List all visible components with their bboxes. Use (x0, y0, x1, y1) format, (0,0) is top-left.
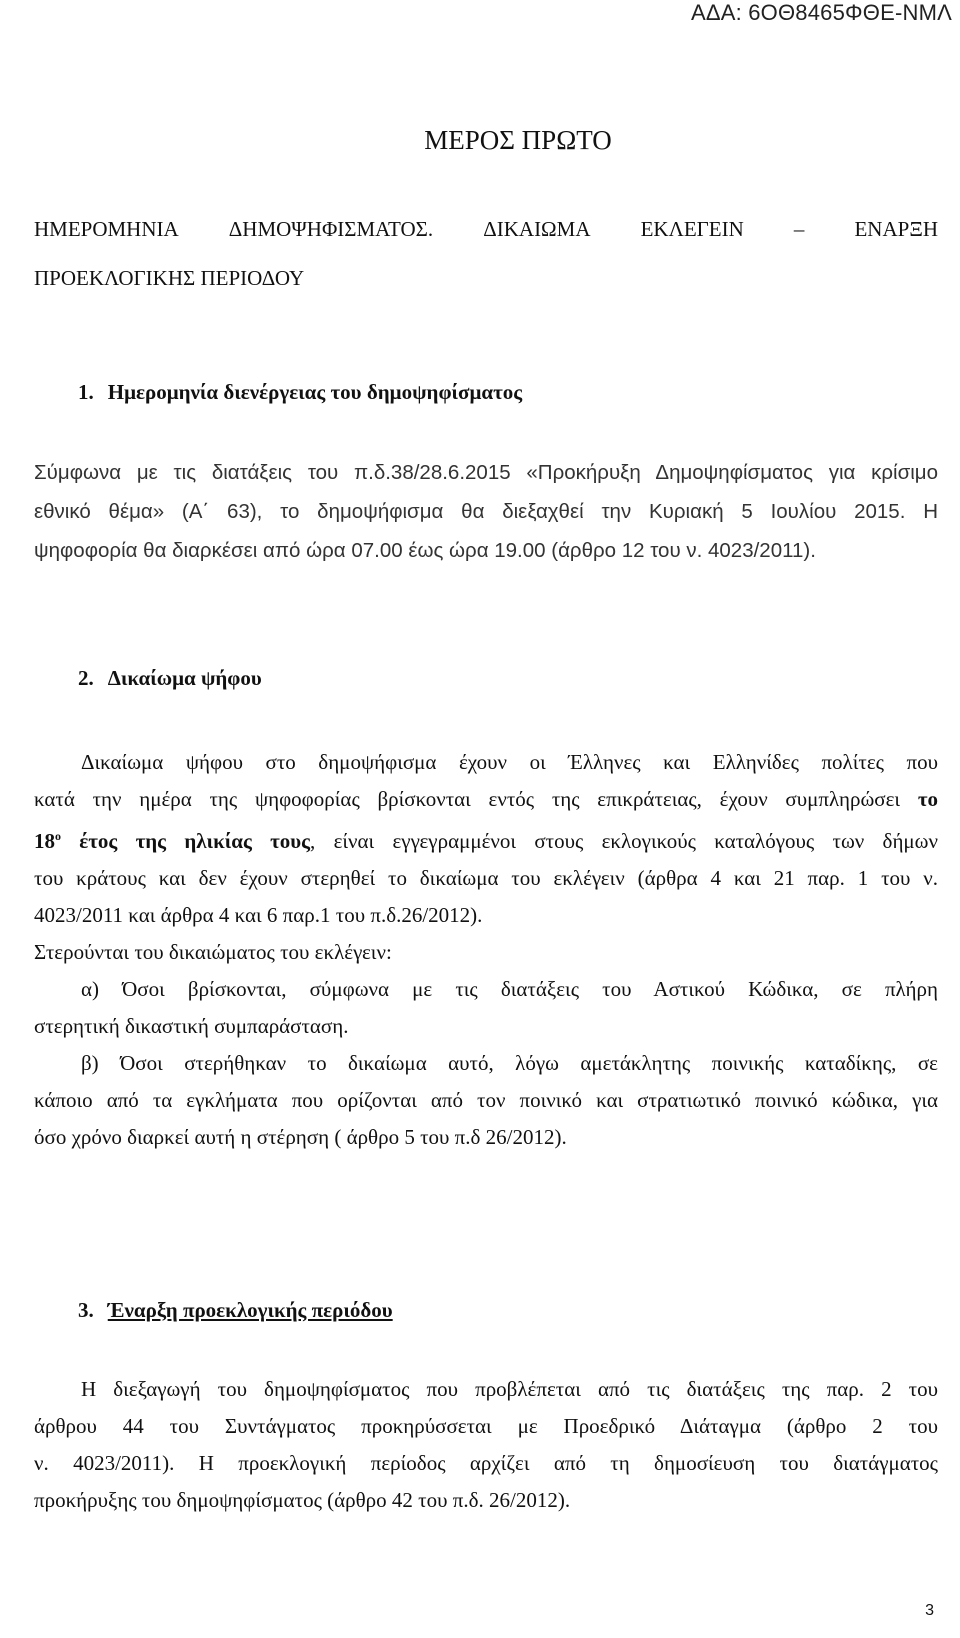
list-item-b-cont: όσο χρόνο διαρκεί αυτή η στέρηση ( άρθρο 5 του π.δ 26/2012). (34, 1125, 567, 1149)
section-number: 2. (78, 666, 94, 690)
page-number: 3 (925, 1602, 934, 1619)
section-1-paragraph (34, 453, 938, 570)
section-title: Δικαίωμα ψήφου (107, 666, 262, 690)
heading-word: ΔΙΚΑΙΩΜΑ (483, 217, 591, 241)
section-1-heading (78, 380, 522, 405)
list-item-text: α) Όσοι βρίσκονται, σύμφωνα με τις διατάξεις του Αστικού Κώδικα, σε πλήρη (81, 977, 938, 1001)
bold-text: το (917, 787, 939, 811)
main-heading-line-1 (34, 205, 938, 254)
paragraph-line (34, 1371, 938, 1408)
paragraph-line: ν. 4023/2011). Η προεκλογική περίοδος αρχίζει από τη δημοσίευση του διατάγματος (34, 1451, 938, 1475)
paragraph-text: Η διεξαγωγή του δημοψηφίσματος που προβλέπεται από τις διατάξεις της παρ. 2 του (81, 1377, 938, 1401)
paragraph-line (34, 744, 938, 781)
part-title: ΜΕΡΟΣ ΠΡΩΤΟ (424, 125, 612, 155)
ada-code: ΑΔΑ: 6ΟΘ8465ΦΘΕ-ΝΜΛ (690, 0, 952, 25)
section-2-paragraph (34, 744, 938, 1156)
section-3-paragraph (34, 1371, 938, 1519)
ordinal-number: 18 (34, 829, 55, 853)
paragraph-line: άρθρου 44 του Συντάγματος προκηρύσσεται με Προεδρικό Διάταγμα (άρθρο 2 του (34, 1414, 938, 1438)
paragraph-line: προκήρυξης του δημοψηφίσματος (άρθρο 42 του π.δ. 26/2012). (34, 1488, 571, 1512)
section-3-heading (78, 1298, 393, 1323)
paragraph-line: Σύμφωνα με τις διατάξεις του π.δ.38/28.6.2015 «Προκήρυξη Δημοψηφίσματος για κρίσιμο (34, 461, 938, 484)
section-2-heading (78, 666, 262, 691)
paragraph-line (34, 818, 938, 860)
paragraph-line: εθνικό θέμα» (Α΄ 63), το δημοψήφισμα θα διεξαχθεί την Κυριακή 5 Ιουλίου 2015. Η (34, 500, 938, 523)
heading-word: ΗΜΕΡΟΜΗΝΙΑ (34, 217, 179, 241)
bold-text (34, 829, 310, 853)
ordinal-suffix: ο (55, 829, 61, 843)
main-heading-line-2: ΠΡΟΕΚΛΟΓΙΚΗΣ ΠΕΡΙΟΔΟΥ (34, 266, 305, 290)
section-title: Έναρξη προεκλογικής περιόδου (107, 1298, 393, 1322)
list-item-a-cont: στερητική δικαστική συμπαράσταση. (34, 1014, 349, 1038)
paragraph-line (34, 781, 938, 818)
list-item-b (34, 1045, 938, 1082)
list-item-b-cont: κάποιο από τα εγκλήματα που ορίζονται από τον ποινικό και στρατιωτικό ποινικό κώδικα, για (34, 1088, 938, 1112)
section-number: 1. (78, 380, 94, 404)
paragraph-text: Δικαίωμα ψήφου στο δημοψήφισμα έχουν οι Έλληνες και Ελληνίδες πολίτες που (81, 750, 938, 774)
paragraph-line: Στερούνται του δικαιώματος του εκλέγειν: (34, 940, 392, 964)
section-number: 3. (78, 1298, 94, 1322)
bold-text: έτος της ηλικίας τους (61, 829, 311, 853)
paragraph-line: 4023/2011 και άρθρα 4 και 6 παρ.1 του π.δ.26/2012). (34, 903, 483, 927)
section-title: Ημερομηνία διενέργειας του δημοψηφίσματος (107, 380, 523, 404)
heading-word: ΕΝΑΡΞΗ (854, 217, 938, 241)
list-item-text: β) Όσοι στερήθηκαν το δικαίωμα αυτό, λόγω αμετάκλητης ποινικής καταδίκης, σε (81, 1051, 938, 1075)
main-heading (34, 205, 938, 303)
paragraph-text: , είναι εγγεγραμμένοι στους εκλογικούς καταλόγους των δήμων (310, 829, 938, 853)
paragraph-text: κατά την ημέρα της ψηφοφορίας βρίσκονται εντός της επικράτειας, έχουν συμπληρώσει (34, 787, 901, 811)
paragraph-line: ψηφοφορία θα διαρκέσει από ώρα 07.00 έως ώρα 19.00 (άρθρο 12 του ν. 4023/2011). (34, 539, 816, 562)
heading-word: – (793, 217, 805, 241)
paragraph-line: του κράτους και δεν έχουν στερηθεί το δικαίωμα του εκλέγειν (άρθρα 4 και 21 παρ. 1 του ν. (34, 866, 938, 890)
heading-word: ΔΗΜΟΨΗΦΙΣΜΑΤΟΣ. (228, 217, 434, 241)
heading-word: ΕΚΛΕΓΕΙΝ (640, 217, 744, 241)
list-item-a (34, 971, 938, 1008)
